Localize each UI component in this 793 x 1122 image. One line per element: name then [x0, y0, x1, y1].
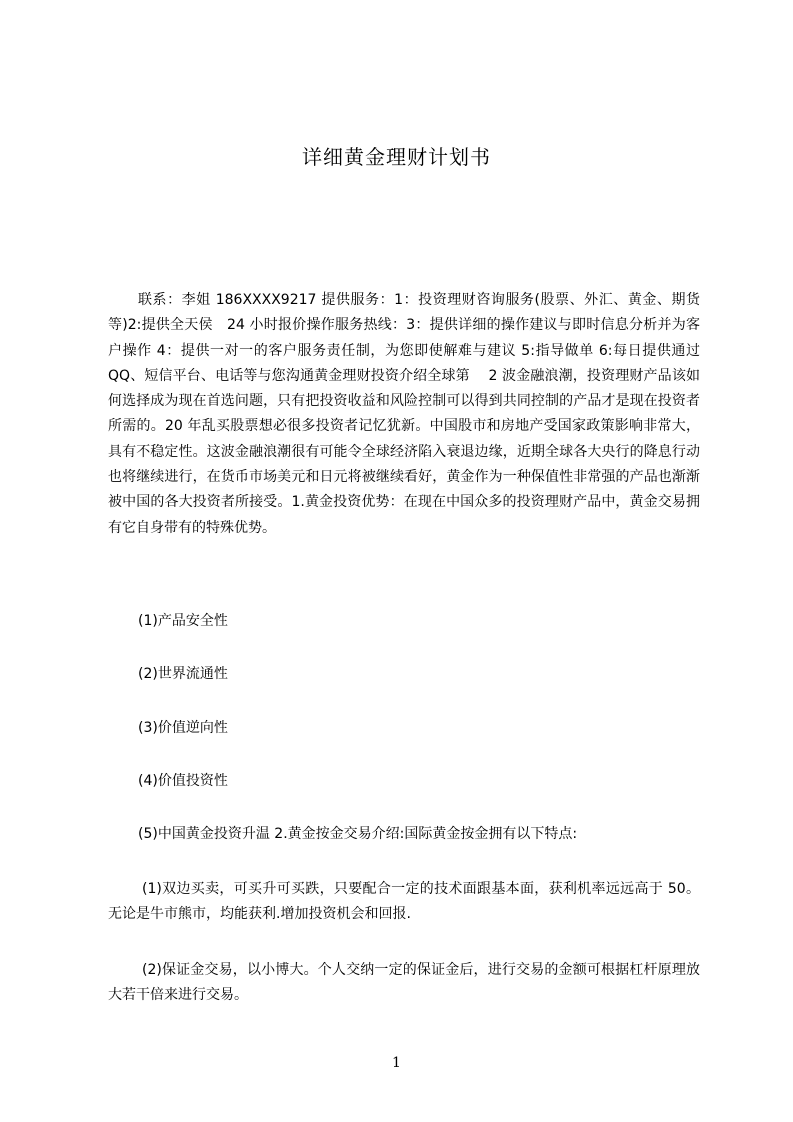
feature-section-two-way	[108, 877, 700, 928]
document-title: 详细黄金理财计划书	[302, 145, 491, 169]
list-item-value-investment: (4)价值投资性	[138, 773, 228, 789]
feature-paragraph-two-way-trading: (1)双边买卖，可买升可买跌，只要配合一定的技术面跟基本面，获利机率远远高于 50。无论是牛市熊市，均能获利.增加投资机会和回报.	[108, 881, 700, 923]
list-item-world-liquidity: (2)世界流通性	[138, 666, 228, 682]
page-number: 1	[392, 1055, 401, 1071]
list-item-gold-investment-rise: (5)中国黄金投资升温 2.黄金按金交易介绍:国际黄金按金拥有以下特点:	[138, 826, 578, 842]
intro-paragraph: 联系：李姐 186XXXX9217 提供服务：1：投资理财咨询服务(股票、外汇、黄金、期货等)2:提供全天侯 24 小时报价操作服务热线：3：提供详细的操作建议与即时信息分析并为客户操作 4：提供一对一的客户服务责任制，为您即使解难与建议 5:指导做单 6:每日提供通过 QQ、短信平台、电话等与您沟通黄金理财投资介绍全球第 2 波金融浪潮，投资理财产品该如何选择成为现在首选问题，只有把投资收益和风险控制可以得到共同控制的产品才是现在投资者所需的。20 年乱买股票想必很多投资者记忆犹新。中国股市和房地产受国家政策影响非常大，具有不稳定性。这波金融浪潮很有可能令全球经济陷入衰退边缘，近期全球各大央行的降息行动也将继续进行，在货币市场美元和日元将被继续看好，黄金作为一种保值性非常强的产品也渐渐被中国的各大投资者所接受。1.黄金投资优势：在现在中国众多的投资理财产品中，黄金交易拥有它自身带有的特殊优势。	[108, 292, 714, 536]
list-item-value-reverse: (3)价值逆向性	[138, 720, 228, 736]
feature-paragraph-margin-trading: (2)保证金交易，以小博大。个人交纳一定的保证金后，进行交易的金额可根据杠杆原理放大若干倍来进行交易。	[108, 962, 700, 1004]
list-item-product-safety: (1)产品安全性	[138, 613, 228, 629]
feature-section-margin	[108, 958, 700, 1009]
intro-section	[108, 288, 714, 541]
